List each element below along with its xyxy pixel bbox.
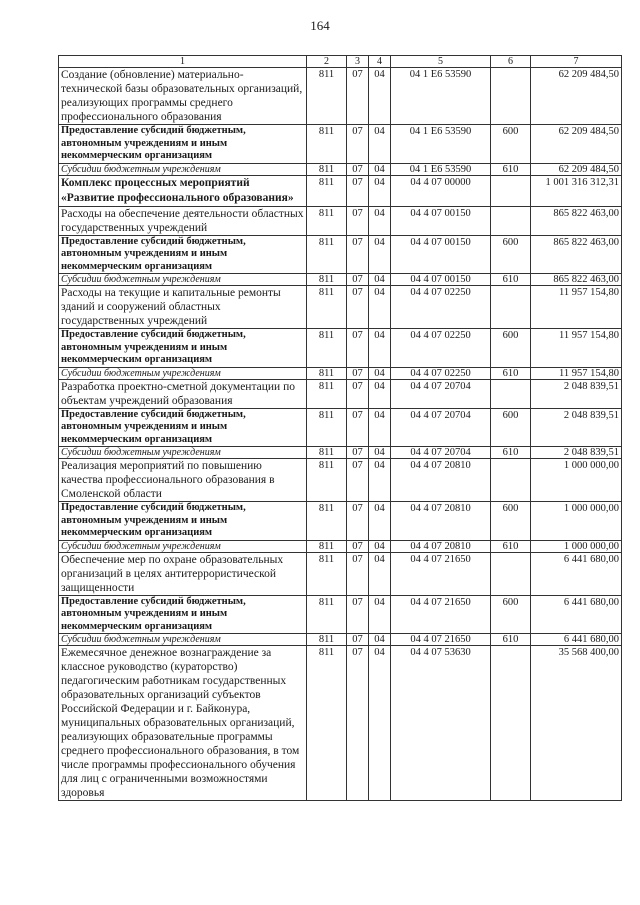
cell-expense-type: 600 <box>491 408 531 447</box>
cell-section: 07 <box>347 125 369 164</box>
cell-target-article: 04 4 07 00150 <box>391 206 491 235</box>
table-row <box>59 274 622 286</box>
table-row <box>59 175 622 206</box>
cell-amount: 865 822 463,00 <box>531 206 622 235</box>
table-row <box>59 125 622 164</box>
cell-subsection: 04 <box>369 329 391 368</box>
header-cell-sum: 7 <box>531 56 622 68</box>
header-cell-pr: 4 <box>369 56 391 68</box>
cell-ved-code: 811 <box>307 459 347 502</box>
cell-subsection: 04 <box>369 646 391 801</box>
cell-amount: 6 441 680,00 <box>531 634 622 646</box>
cell-subsection: 04 <box>369 286 391 329</box>
cell-name: Разработка проектно-сметной документации по объектам учреждений образования <box>59 379 307 408</box>
cell-ved-code: 811 <box>307 329 347 368</box>
header-cell-name: 1 <box>59 56 307 68</box>
cell-name: Предоставление субсидий бюджетным, автономным учреждениям и иным некоммерческим организациям <box>59 125 307 164</box>
cell-target-article: 04 4 07 20810 <box>391 540 491 552</box>
cell-target-article: 04 4 07 02250 <box>391 367 491 379</box>
cell-expense-type: 610 <box>491 540 531 552</box>
cell-name: Субсидии бюджетным учреждениям <box>59 447 307 459</box>
cell-target-article: 04 4 07 00150 <box>391 274 491 286</box>
cell-expense-type: 610 <box>491 634 531 646</box>
cell-target-article: 04 4 07 21650 <box>391 595 491 634</box>
cell-expense-type <box>491 206 531 235</box>
header-cell-rz: 3 <box>347 56 369 68</box>
cell-section: 07 <box>347 646 369 801</box>
cell-amount: 2 048 839,51 <box>531 379 622 408</box>
cell-amount: 1 000 000,00 <box>531 459 622 502</box>
header-cell-ved: 2 <box>307 56 347 68</box>
cell-name: Субсидии бюджетным учреждениям <box>59 634 307 646</box>
cell-subsection: 04 <box>369 459 391 502</box>
cell-section: 07 <box>347 540 369 552</box>
table-row <box>59 329 622 368</box>
cell-ved-code: 811 <box>307 646 347 801</box>
cell-subsection: 04 <box>369 367 391 379</box>
table-row <box>59 447 622 459</box>
cell-expense-type: 610 <box>491 274 531 286</box>
cell-subsection: 04 <box>369 206 391 235</box>
header-cell-vr: 6 <box>491 56 531 68</box>
cell-name: Предоставление субсидий бюджетным, автономным учреждениям и иным некоммерческим организациям <box>59 502 307 541</box>
cell-section: 07 <box>347 163 369 175</box>
cell-name: Субсидии бюджетным учреждениям <box>59 367 307 379</box>
cell-section: 07 <box>347 235 369 274</box>
cell-subsection: 04 <box>369 502 391 541</box>
cell-ved-code: 811 <box>307 634 347 646</box>
cell-amount: 865 822 463,00 <box>531 235 622 274</box>
cell-section: 07 <box>347 286 369 329</box>
cell-amount: 2 048 839,51 <box>531 447 622 459</box>
header-cell-csr: 5 <box>391 56 491 68</box>
cell-target-article: 04 4 07 20704 <box>391 447 491 459</box>
cell-section: 07 <box>347 634 369 646</box>
cell-subsection: 04 <box>369 634 391 646</box>
cell-ved-code: 811 <box>307 206 347 235</box>
cell-amount: 1 000 000,00 <box>531 502 622 541</box>
cell-expense-type <box>491 68 531 125</box>
cell-ved-code: 811 <box>307 379 347 408</box>
table-row <box>59 459 622 502</box>
cell-expense-type: 600 <box>491 125 531 164</box>
cell-section: 07 <box>347 367 369 379</box>
cell-target-article: 04 1 Е6 53590 <box>391 163 491 175</box>
cell-amount: 6 441 680,00 <box>531 595 622 634</box>
cell-subsection: 04 <box>369 235 391 274</box>
cell-subsection: 04 <box>369 68 391 125</box>
cell-subsection: 04 <box>369 540 391 552</box>
cell-section: 07 <box>347 175 369 206</box>
cell-section: 07 <box>347 68 369 125</box>
cell-amount: 62 209 484,50 <box>531 68 622 125</box>
cell-section: 07 <box>347 447 369 459</box>
cell-expense-type: 600 <box>491 595 531 634</box>
table-row <box>59 408 622 447</box>
cell-name: Субсидии бюджетным учреждениям <box>59 163 307 175</box>
cell-target-article: 04 4 07 02250 <box>391 329 491 368</box>
cell-expense-type <box>491 379 531 408</box>
cell-amount: 35 568 400,00 <box>531 646 622 801</box>
cell-subsection: 04 <box>369 163 391 175</box>
cell-ved-code: 811 <box>307 175 347 206</box>
cell-amount: 62 209 484,50 <box>531 125 622 164</box>
cell-ved-code: 811 <box>307 502 347 541</box>
cell-amount: 1 000 000,00 <box>531 540 622 552</box>
table-row <box>59 646 622 801</box>
cell-subsection: 04 <box>369 595 391 634</box>
cell-ved-code: 811 <box>307 408 347 447</box>
cell-target-article: 04 4 07 20810 <box>391 459 491 502</box>
cell-name: Предоставление субсидий бюджетным, автономным учреждениям и иным некоммерческим организациям <box>59 408 307 447</box>
cell-amount: 11 957 154,80 <box>531 286 622 329</box>
cell-ved-code: 811 <box>307 68 347 125</box>
cell-target-article: 04 4 07 02250 <box>391 286 491 329</box>
cell-section: 07 <box>347 274 369 286</box>
table-row <box>59 502 622 541</box>
cell-target-article: 04 4 07 21650 <box>391 552 491 595</box>
cell-subsection: 04 <box>369 379 391 408</box>
cell-name: Создание (обновление) материально-технической базы образовательных организаций, реализующих программы среднего профессионального образования <box>59 68 307 125</box>
cell-expense-type <box>491 552 531 595</box>
table-row <box>59 163 622 175</box>
cell-target-article: 04 4 07 20704 <box>391 379 491 408</box>
cell-section: 07 <box>347 552 369 595</box>
table-row <box>59 552 622 595</box>
cell-expense-type <box>491 459 531 502</box>
table-row <box>59 367 622 379</box>
cell-expense-type: 600 <box>491 235 531 274</box>
cell-expense-type <box>491 646 531 801</box>
cell-amount: 62 209 484,50 <box>531 163 622 175</box>
cell-target-article: 04 4 07 00150 <box>391 235 491 274</box>
cell-name: Ежемесячное денежное вознаграждение за классное руководство (кураторство) педагогическим работникам государственных образовательных организаций субъектов Российской Федерации и г. Байконура, муниципальных образовательных организаций, реализующих образовательные программы среднего профессионального образования, в том числе программы профессионального обучения для лиц с ограниченными возможностями здоровья <box>59 646 307 801</box>
table-row <box>59 235 622 274</box>
cell-ved-code: 811 <box>307 595 347 634</box>
table-row <box>59 595 622 634</box>
cell-expense-type: 610 <box>491 447 531 459</box>
cell-name: Расходы на обеспечение деятельности областных государственных учреждений <box>59 206 307 235</box>
cell-target-article: 04 4 07 21650 <box>391 634 491 646</box>
cell-expense-type: 610 <box>491 367 531 379</box>
cell-ved-code: 811 <box>307 286 347 329</box>
cell-target-article: 04 4 07 20810 <box>391 502 491 541</box>
cell-amount: 11 957 154,80 <box>531 367 622 379</box>
cell-expense-type <box>491 175 531 206</box>
cell-expense-type: 600 <box>491 329 531 368</box>
cell-name: Комплекс процессных мероприятий «Развитие профессионального образования» <box>59 175 307 206</box>
cell-section: 07 <box>347 408 369 447</box>
budget-table <box>58 55 622 801</box>
cell-ved-code: 811 <box>307 163 347 175</box>
cell-name: Субсидии бюджетным учреждениям <box>59 274 307 286</box>
cell-target-article: 04 4 07 53630 <box>391 646 491 801</box>
cell-amount: 2 048 839,51 <box>531 408 622 447</box>
cell-subsection: 04 <box>369 408 391 447</box>
cell-target-article: 04 1 Е6 53590 <box>391 68 491 125</box>
cell-subsection: 04 <box>369 447 391 459</box>
cell-ved-code: 811 <box>307 274 347 286</box>
cell-expense-type: 610 <box>491 163 531 175</box>
cell-subsection: 04 <box>369 125 391 164</box>
cell-expense-type: 600 <box>491 502 531 541</box>
cell-expense-type <box>491 286 531 329</box>
cell-target-article: 04 4 07 00000 <box>391 175 491 206</box>
cell-section: 07 <box>347 502 369 541</box>
table-row <box>59 206 622 235</box>
cell-amount: 11 957 154,80 <box>531 329 622 368</box>
cell-amount: 1 001 316 312,31 <box>531 175 622 206</box>
cell-section: 07 <box>347 379 369 408</box>
cell-ved-code: 811 <box>307 235 347 274</box>
cell-subsection: 04 <box>369 552 391 595</box>
cell-target-article: 04 4 07 20704 <box>391 408 491 447</box>
cell-name: Субсидии бюджетным учреждениям <box>59 540 307 552</box>
cell-name: Расходы на текущие и капитальные ремонты зданий и сооружений областных государственных учреждений <box>59 286 307 329</box>
cell-name: Предоставление субсидий бюджетным, автономным учреждениям и иным некоммерческим организациям <box>59 595 307 634</box>
cell-name: Реализация мероприятий по повышению качества профессионального образования в Смоленской области <box>59 459 307 502</box>
table-row <box>59 540 622 552</box>
cell-section: 07 <box>347 459 369 502</box>
cell-subsection: 04 <box>369 175 391 206</box>
cell-ved-code: 811 <box>307 552 347 595</box>
page-number: 164 <box>310 18 330 33</box>
table-row <box>59 379 622 408</box>
cell-ved-code: 811 <box>307 367 347 379</box>
cell-target-article: 04 1 Е6 53590 <box>391 125 491 164</box>
cell-subsection: 04 <box>369 274 391 286</box>
cell-amount: 6 441 680,00 <box>531 552 622 595</box>
cell-section: 07 <box>347 206 369 235</box>
cell-ved-code: 811 <box>307 447 347 459</box>
table-row <box>59 68 622 125</box>
table-row <box>59 286 622 329</box>
cell-amount: 865 822 463,00 <box>531 274 622 286</box>
cell-ved-code: 811 <box>307 540 347 552</box>
cell-name: Предоставление субсидий бюджетным, автономным учреждениям и иным некоммерческим организациям <box>59 329 307 368</box>
table-header-row <box>59 56 622 68</box>
table-row <box>59 634 622 646</box>
cell-section: 07 <box>347 595 369 634</box>
cell-name: Предоставление субсидий бюджетным, автономным учреждениям и иным некоммерческим организациям <box>59 235 307 274</box>
cell-section: 07 <box>347 329 369 368</box>
cell-ved-code: 811 <box>307 125 347 164</box>
cell-name: Обеспечение мер по охране образовательных организаций в целях антитеррористической защищенности <box>59 552 307 595</box>
